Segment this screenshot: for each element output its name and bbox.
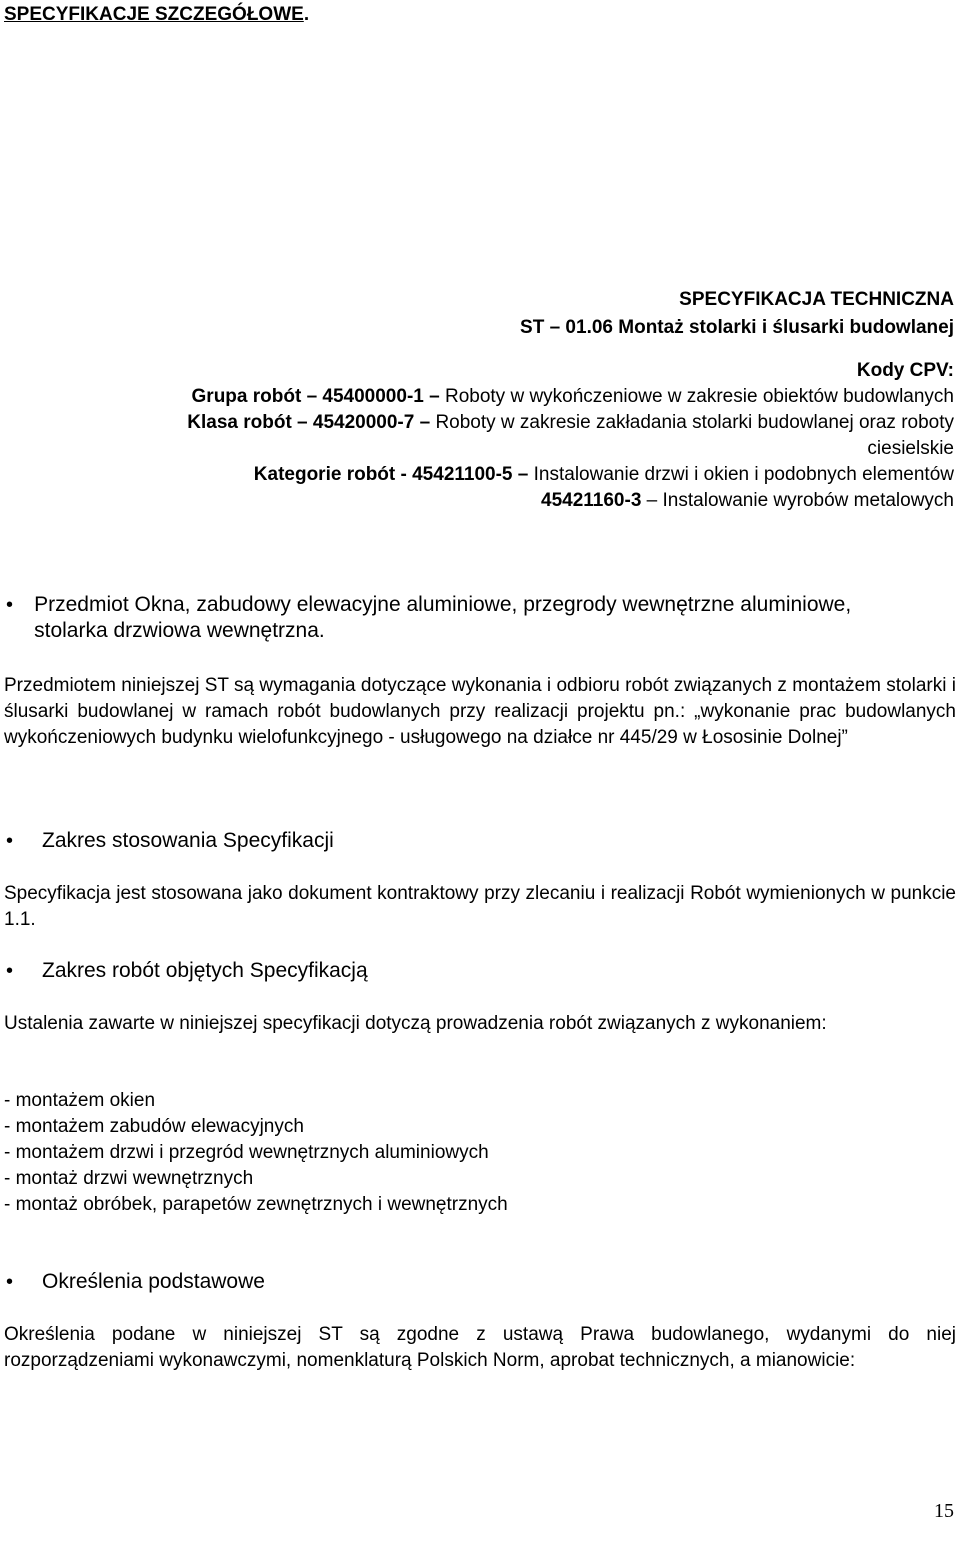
document-header — [4, 4, 309, 26]
cpv-class: Klasa robót – 45420000-7 – Roboty w zakresie zakładania stolarki budowlanej oraz roboty — [187, 412, 954, 433]
list-item: - montażem zabudów elewacyjnych — [4, 1116, 304, 1137]
scope-section-heading — [4, 828, 904, 854]
cpv-class-cont: ciesielskie — [867, 438, 954, 459]
cpv-codes-block — [187, 358, 954, 514]
cpv-category: Kategorie robót - 45421100-5 – Instalowanie drzwi i okien i podobnych elementów — [253, 464, 954, 485]
works-heading: Zakres robót objętych Specyfikacją — [42, 959, 368, 982]
scope-paragraph: Specyfikacja jest stosowana jako dokument kontraktowy przy zlecaniu i realizacji Robót wymienionych w punkcie 1.1. — [4, 883, 956, 930]
defs-paragraph: Określenia podane w niniejszej ST są zgodne z ustawą Prawa budowlanego, wydanymi do niej rozporządzeniami wykonawczymi, nomenklaturą Polskich Norm, aprobat technicznych, a mianowicie: — [4, 1324, 956, 1371]
list-item: - montaż obróbek, parapetów zewnętrznych i wewnętrznych — [4, 1194, 508, 1215]
header-trailing: . — [303, 4, 310, 25]
subject-paragraph: Przedmiotem niniejszej ST są wymagania dotyczące wykonania i odbioru robót związanych z montażem stolarki i ślusarki budowlanej w ramach robót budowlanych przy realizacji projektu pn.: „wykonanie prac budowlanych wykończeniowych budynku wielofunkcyjnego - usługowego na działce nr 445/29 w Łososinie Dolnej” — [4, 675, 956, 748]
subject-section-heading — [4, 592, 904, 644]
list-item: - montaż drzwi wewnętrznych — [4, 1168, 254, 1189]
bullet-icon: • — [6, 1271, 14, 1293]
works-section-heading — [4, 958, 904, 984]
works-list — [4, 1088, 508, 1218]
bullet-icon: • — [6, 594, 14, 616]
bullet-icon: • — [6, 960, 14, 982]
scope-heading: Zakres stosowania Specyfikacji — [42, 829, 334, 852]
spec-title: SPECYFIKACJA TECHNICZNA — [679, 289, 954, 310]
list-item: - montażem okien — [4, 1090, 156, 1111]
works-paragraph: Ustalenia zawarte w niniejszej specyfikacji dotyczą prowadzenia robót związanych z wykonaniem: — [4, 1013, 827, 1034]
page-number: 15 — [934, 1500, 954, 1522]
list-item: - montażem drzwi i przegród wewnętrznych aluminiowych — [4, 1142, 489, 1163]
defs-section-heading — [4, 1269, 904, 1295]
cpv-heading: Kody CPV: — [856, 360, 954, 381]
header-title: SPECYFIKACJE SZCZEGÓŁOWE — [4, 4, 304, 25]
spec-subtitle: ST – 01.06 Montaż stolarki i ślusarki budowlanej — [520, 317, 954, 338]
defs-heading: Określenia podstawowe — [42, 1270, 265, 1293]
spec-title-block — [520, 286, 954, 342]
cpv-category-2: 45421160-3 – Instalowanie wyrobów metalowych — [541, 490, 954, 511]
cpv-group: Grupa robót – 45400000-1 – Roboty w wykończeniowe w zakresie obiektów budowlanych — [191, 386, 954, 407]
bullet-icon: • — [6, 830, 14, 852]
subject-heading: Przedmiot Okna, zabudowy elewacyjne aluminiowe, przegrody wewnętrzne aluminiowe, stolarka drzwiowa wewnętrzna. — [34, 593, 852, 642]
